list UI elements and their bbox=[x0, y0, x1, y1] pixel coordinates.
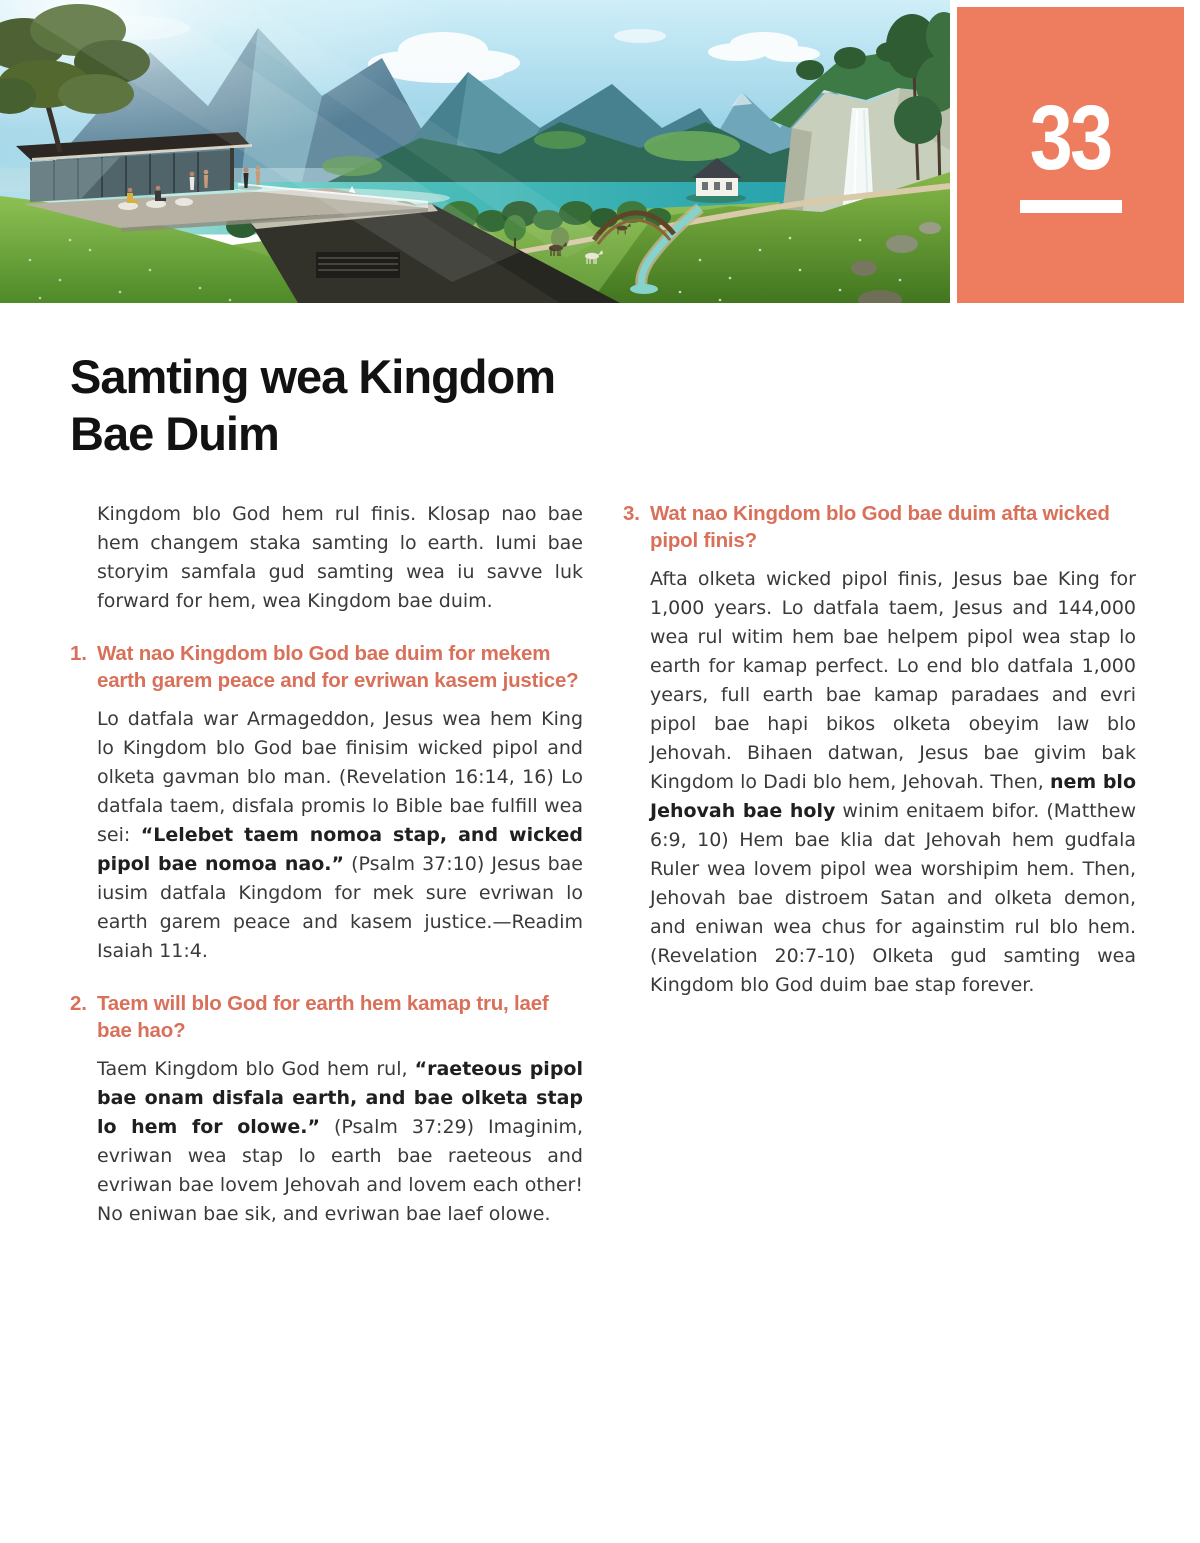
question-1-number: 1. bbox=[70, 642, 87, 665]
question-2-text: Taem will blo God for earth hem kamap tru, laef bae hao? bbox=[97, 992, 549, 1042]
question-2-number: 2. bbox=[70, 992, 87, 1015]
page-title bbox=[70, 348, 555, 462]
chapter-underline-bar bbox=[1020, 200, 1122, 213]
chapter-number-badge bbox=[957, 7, 1184, 303]
intro-paragraph: Kingdom blo God hem rul finis. Klosap nao bae hem changem staka samting lo earth. Iumi bae storyim samfala gud samting wea iu savve luk forward for hem, wea Kingdom bae duim. bbox=[97, 503, 583, 612]
question-3-answer: Afta olketa wicked pipol finis, Jesus bae King for 1,000 years. Lo datfala taem, Jesus and 144,000 wea rul witim hem bae helpem pipol wea stap lo earth for kamap perfect. Lo end blo datfala 1,000 years, full earth bae kamap paradaes and evri pipol bae hapi bikos olketa obeyim law blo Jehovah. Bihaen datwan, Jesus bae givim bak Kingdom lo Dadi blo hem, Jehovah. Then, nem blo Jehovah bae holy winim enitaem bifor. (Matthew 6:9, 10) Hem bae klia dat Jehovah hem gudfala Ruler wea lovem pipol wea worshipim hem. Then, Jehovah bae distroem Satan and olketa demon, and eniwan wea chus for againstim rul blo hem. (Revelation 20:7-10) Olketa gud samting wea Kingdom blo God duim bae stap forever. bbox=[650, 568, 1137, 996]
question-1-heading bbox=[70, 640, 583, 694]
question-3-text: Wat nao Kingdom blo God bae duim afta wicked pipol finis? bbox=[650, 502, 1110, 552]
question-3-number: 3. bbox=[623, 502, 640, 525]
chapter-hero-image bbox=[0, 0, 950, 303]
right-column bbox=[623, 500, 1136, 1000]
question-3-heading bbox=[623, 500, 1136, 554]
title-line-1: Samting wea Kingdom bbox=[70, 350, 555, 403]
left-column bbox=[70, 500, 583, 1229]
question-1-answer: Lo datfala war Armageddon, Jesus wea hem King lo Kingdom blo God bae finisim wicked pipol and olketa gavman blo man. (Revelation 16:14, 16) Lo datfala taem, disfala promis lo Bible bae fulfill wea sei: “Lelebet taem nomoa stap, and wicked pipol bae nomoa nao.” (Psalm 37:10) Jesus bae iusim datfala Kingdom for mek sure evriwan lo earth garem peace and kasem justice.—Readim Isaiah 11:4. bbox=[97, 708, 583, 962]
text-columns bbox=[70, 500, 1136, 1229]
question-2-answer: Taem Kingdom blo God hem rul, “raeteous pipol bae onam disfala earth, and bae olketa stap lo hem for olowe.” (Psalm 37:29) Imaginim, evriwan wea stap lo earth bae raeteous and evriwan bae lovem Jehovah and lovem each other! No eniwan bae sik, and evriwan bae laef olowe. bbox=[97, 1058, 583, 1225]
question-2-heading bbox=[70, 990, 583, 1044]
chapter-number: 33 bbox=[1030, 87, 1111, 190]
hero-landscape-art bbox=[0, 0, 950, 303]
title-line-2: Bae Duim bbox=[70, 407, 279, 460]
question-1-text: Wat nao Kingdom blo God bae duim for mekem earth garem peace and for evriwan kasem justice? bbox=[97, 642, 579, 692]
